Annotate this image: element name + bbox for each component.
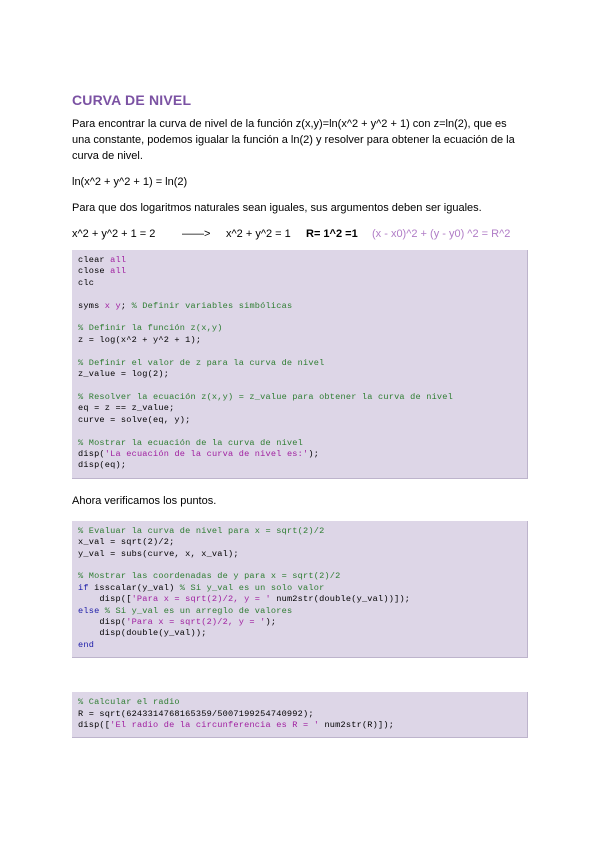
- code-token: R = sqrt(6243314768165359/5007199254740992);: [78, 708, 314, 719]
- code-line: [78, 255, 521, 266]
- code-line: [78, 278, 521, 289]
- code-line: [78, 426, 521, 437]
- code-line: [78, 709, 521, 720]
- code-line: [78, 346, 521, 357]
- code-token: all: [110, 266, 127, 277]
- code-token: % Si y_val es un solo valor: [179, 582, 325, 593]
- code-token: % Si y_val es un arreglo de valores: [104, 605, 293, 616]
- code-line: [78, 415, 521, 426]
- code-token: curve = solve(eq, y);: [78, 414, 191, 425]
- code-line: [78, 583, 521, 594]
- code-token: % Definir el valor de z para la curva de nivel: [78, 357, 325, 368]
- code-line: [78, 720, 521, 731]
- code-token: disp(double(y_val));: [78, 628, 207, 639]
- code-block-verify: [72, 521, 528, 658]
- code-token: disp(: [78, 616, 127, 627]
- code-block-radius: [72, 692, 528, 738]
- code-line: [78, 526, 521, 537]
- arrow-text: ——>: [182, 228, 211, 240]
- code-line: [78, 549, 521, 560]
- code-token: end: [78, 639, 95, 650]
- code-token: % Mostrar la ecuación de la curva de nivel: [78, 437, 303, 448]
- code-block-setup: [72, 250, 528, 479]
- code-line: [78, 449, 521, 460]
- code-line: [78, 335, 521, 346]
- verify-paragraph: Ahora verificamos los puntos.: [72, 494, 217, 507]
- code-line: [78, 594, 521, 605]
- code-line: [78, 571, 521, 582]
- code-token: num2str(R)]);: [319, 720, 395, 730]
- code-token: clear: [78, 255, 111, 265]
- code-line: [78, 392, 521, 403]
- code-token: );: [308, 448, 320, 459]
- argument-paragraph: Para que dos logaritmos naturales sean iguales, sus argumentos deben ser iguales.: [72, 202, 482, 214]
- code-token: if: [78, 582, 95, 593]
- code-line: [78, 560, 521, 571]
- code-line: [78, 369, 521, 380]
- code-line: [78, 606, 521, 617]
- code-token: % Resolver la ecuación z(x,y) = z_value para obtener la curva de nivel: [78, 391, 453, 402]
- code-token: syms: [78, 300, 105, 311]
- code-line: [78, 301, 521, 312]
- document-page: [72, 92, 528, 748]
- code-token: isscalar(y_val): [94, 582, 180, 593]
- code-token: % Definir la función z(x,y): [78, 323, 223, 334]
- code-token: % Mostrar las coordenadas de y para x = sqrt(2)/2: [78, 571, 341, 582]
- code-token: x y: [104, 300, 121, 311]
- code-line: [78, 628, 521, 639]
- code-line: [78, 460, 521, 471]
- code-token: disp([: [78, 594, 132, 605]
- code-line: [78, 438, 521, 449]
- code-token: disp(: [78, 448, 105, 459]
- equation-middle: x^2 + y^2 = 1: [226, 228, 291, 240]
- code-token: 'El radio de la circunferencia es R = ': [110, 720, 320, 730]
- code-line: [78, 358, 521, 369]
- equation-line: [72, 226, 528, 242]
- code-token: z_value = log(2);: [78, 369, 170, 380]
- code-line: [78, 266, 521, 277]
- code-token: 'La ecuación de la curva de nivel es:': [104, 448, 309, 459]
- code-token: 'Para x = sqrt(2)/2, y = ': [131, 594, 271, 605]
- intro-paragraph: Para encontrar la curva de nivel de la función z(x,y)=ln(x^2 + y^2 + 1) con z=ln(2), que es una constante, podemos igualar la función a ln(2) y resolver para obtener la ecuación de la curva de nivel.: [72, 118, 515, 162]
- code-line: [78, 312, 521, 323]
- code-token: x_val = sqrt(2)/2;: [78, 537, 175, 548]
- code-token: eq = z == z_value;: [78, 403, 175, 414]
- log-equation: ln(x^2 + y^2 + 1) = ln(2): [72, 176, 188, 188]
- code-token: ;: [120, 300, 132, 311]
- code-token: % Calcular el radio: [78, 697, 180, 708]
- code-line: [78, 697, 521, 708]
- equation-general: (x - x0)^2 + (y - y0) ^2 = R^2: [372, 228, 511, 240]
- code-token: num2str(double(y_val))]);: [270, 594, 411, 605]
- code-token: y_val = subs(curve, x, x_val);: [78, 548, 239, 559]
- spacer: [72, 668, 528, 692]
- code-line: [78, 323, 521, 334]
- code-token: z = log(x^2 + y^2 + 1);: [78, 334, 202, 345]
- code-line: [78, 640, 521, 651]
- code-token: else: [78, 605, 105, 616]
- code-token: );: [265, 616, 277, 627]
- equation-left: x^2 + y^2 + 1 = 2: [72, 228, 156, 240]
- code-line: [78, 537, 521, 548]
- code-token: clc: [78, 277, 95, 288]
- code-token: disp([: [78, 720, 111, 730]
- code-token: % Evaluar la curva de nivel para x = sqrt(2)/2: [78, 525, 325, 536]
- code-token: all: [110, 255, 127, 265]
- code-line: [78, 380, 521, 391]
- page-title: CURVA DE NIVEL: [72, 92, 192, 108]
- code-token: % Definir variables simbólicas: [131, 300, 293, 311]
- code-token: disp(eq);: [78, 460, 127, 471]
- code-token: 'Para x = sqrt(2)/2, y = ': [126, 616, 266, 627]
- code-line: [78, 289, 521, 300]
- code-token: close: [78, 266, 111, 277]
- equation-radius: R= 1^2 =1: [306, 228, 358, 240]
- code-line: [78, 617, 521, 628]
- code-line: [78, 403, 521, 414]
